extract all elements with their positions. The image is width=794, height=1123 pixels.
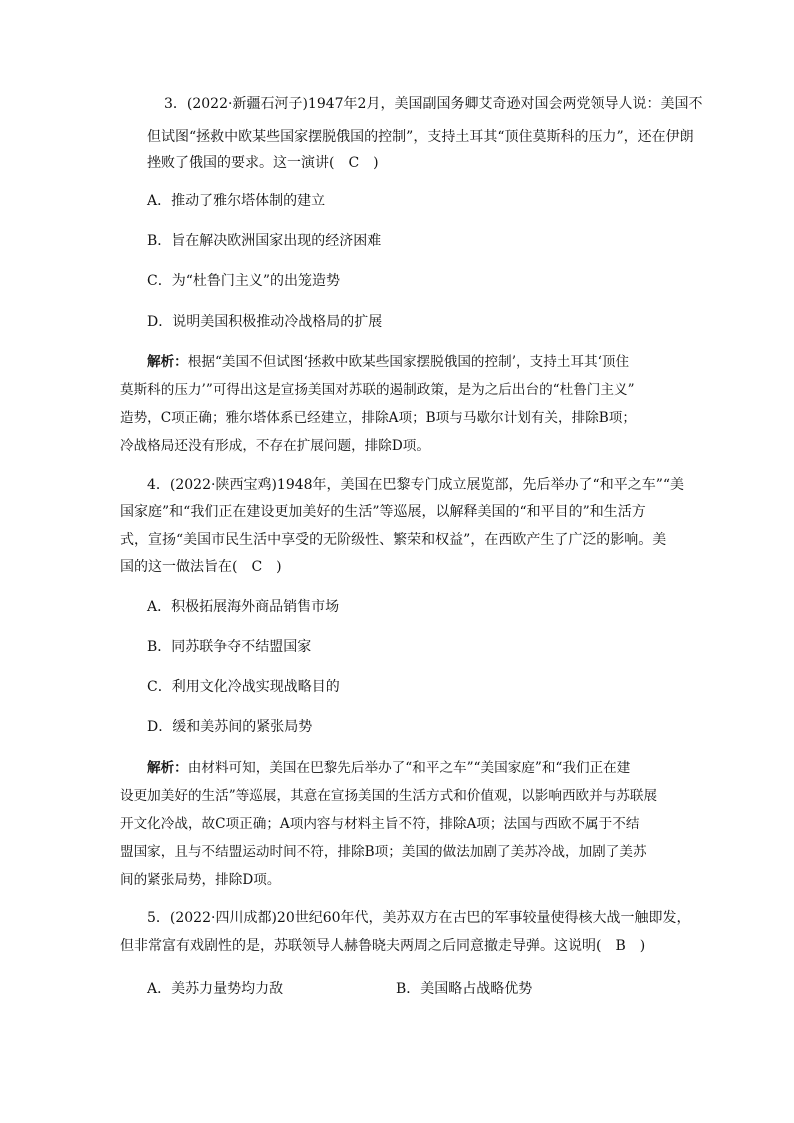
- q3-stem-line-3: 挫败了俄国的要求。这一演讲( C ): [147, 155, 379, 171]
- q4-option-a: A．积极拓展海外商品销售市场: [147, 599, 340, 615]
- q3-option-b: B．旨在解决欧洲国家出现的经济困难: [147, 233, 382, 249]
- q3-analysis-label: 解析：: [147, 354, 188, 370]
- q3-option-c: C．为“杜鲁门主义”的出笼造势: [147, 273, 341, 289]
- q4-analysis-label: 解析：: [147, 760, 188, 776]
- q5-stem-line-2: 但非常富有戏剧性的是，苏联领导人赫鲁晓夫两周之后同意撤走导弹。这说明( B ): [120, 938, 646, 954]
- q4-analysis-line-3: 开文化冷战，故C项正确；A项内容与材料主旨不符，排除A项；法国与西欧不属于不结: [120, 816, 640, 832]
- q3-stem-line-2: 但试图“拯救中欧某些国家摆脱俄国的控制”，支持土耳其“顶住莫斯科的压力”，还在伊朗: [147, 129, 694, 145]
- q5-stem-line-1: 5．(2022·四川成都)20世纪60年代，美苏双方在古巴的军事较量使得核大战一触即发，: [147, 910, 691, 926]
- q3-analysis-line-2: 莫斯科的压力’”可得出这是宣扬美国对苏联的遏制政策，是为之后出台的“杜鲁门主义”: [120, 382, 635, 398]
- q4-stem-line-2: 国家庭”和“我们正在建设更加美好的生活”等巡展，以解释美国的“和平目的”和生活方: [120, 504, 646, 520]
- q4-stem-line-1: 4．(2022·陕西宝鸡)1948年，美国在巴黎专门成立展览部，先后举办了“和平之车”“美: [147, 477, 685, 493]
- q4-analysis-line-1: 解析：由材料可知，美国在巴黎先后举办了“和平之车”“美国家庭”和“我们正在建: [147, 760, 631, 776]
- q4-analysis-line-5: 间的紧张局势，排除D项。: [120, 872, 281, 888]
- q3-analysis-line-4: 冷战格局还没有形成，不存在扩展问题，排除D项。: [120, 438, 430, 454]
- q3-stem-line-1: 3．(2022·新疆石河子)1947年2月，美国副国务卿艾奇逊对国会两党领导人说：美国不: [164, 96, 703, 112]
- q3-option-d: D．说明美国积极推动冷战格局的扩展: [147, 314, 383, 330]
- q4-option-b: B．同苏联争夺不结盟国家: [147, 639, 312, 655]
- q3-analysis-line-3: 造势，C项正确；雅尔塔体系已经建立，排除A项；B项与马歇尔计划有关，排除B项；: [120, 410, 636, 426]
- q5-option-b: B．美国略占战略优势: [396, 981, 533, 997]
- q4-analysis-line-4: 盟国家，且与不结盟运动时间不符，排除B项；美国的做法加剧了美苏冷战，加剧了美苏: [120, 844, 647, 860]
- q4-option-c: C．利用文化冷战实现战略目的: [147, 679, 340, 695]
- q4-stem-line-3: 式，宣扬“美国市民生活中享受的无阶级性、繁荣和权益”，在西欧产生了广泛的影响。美: [120, 532, 667, 548]
- q3-analysis-line-1: 解析：根据“美国不但试图‘拯救中欧某些国家摆脱俄国的控制’，支持土耳其‘顶住: [147, 354, 630, 370]
- q5-option-a: A．美苏力量势均力敌: [147, 981, 284, 997]
- q4-stem-line-4: 国的这一做法旨在( C ): [120, 559, 282, 575]
- q4-analysis-line-2: 设更加美好的生活”等巡展，其意在宣扬美国的生活方式和价值观，以影响西欧并与苏联展: [120, 788, 658, 804]
- q3-option-a: A．推动了雅尔塔体制的建立: [147, 193, 326, 209]
- q4-option-d: D．缓和美苏间的紧张局势: [147, 719, 313, 735]
